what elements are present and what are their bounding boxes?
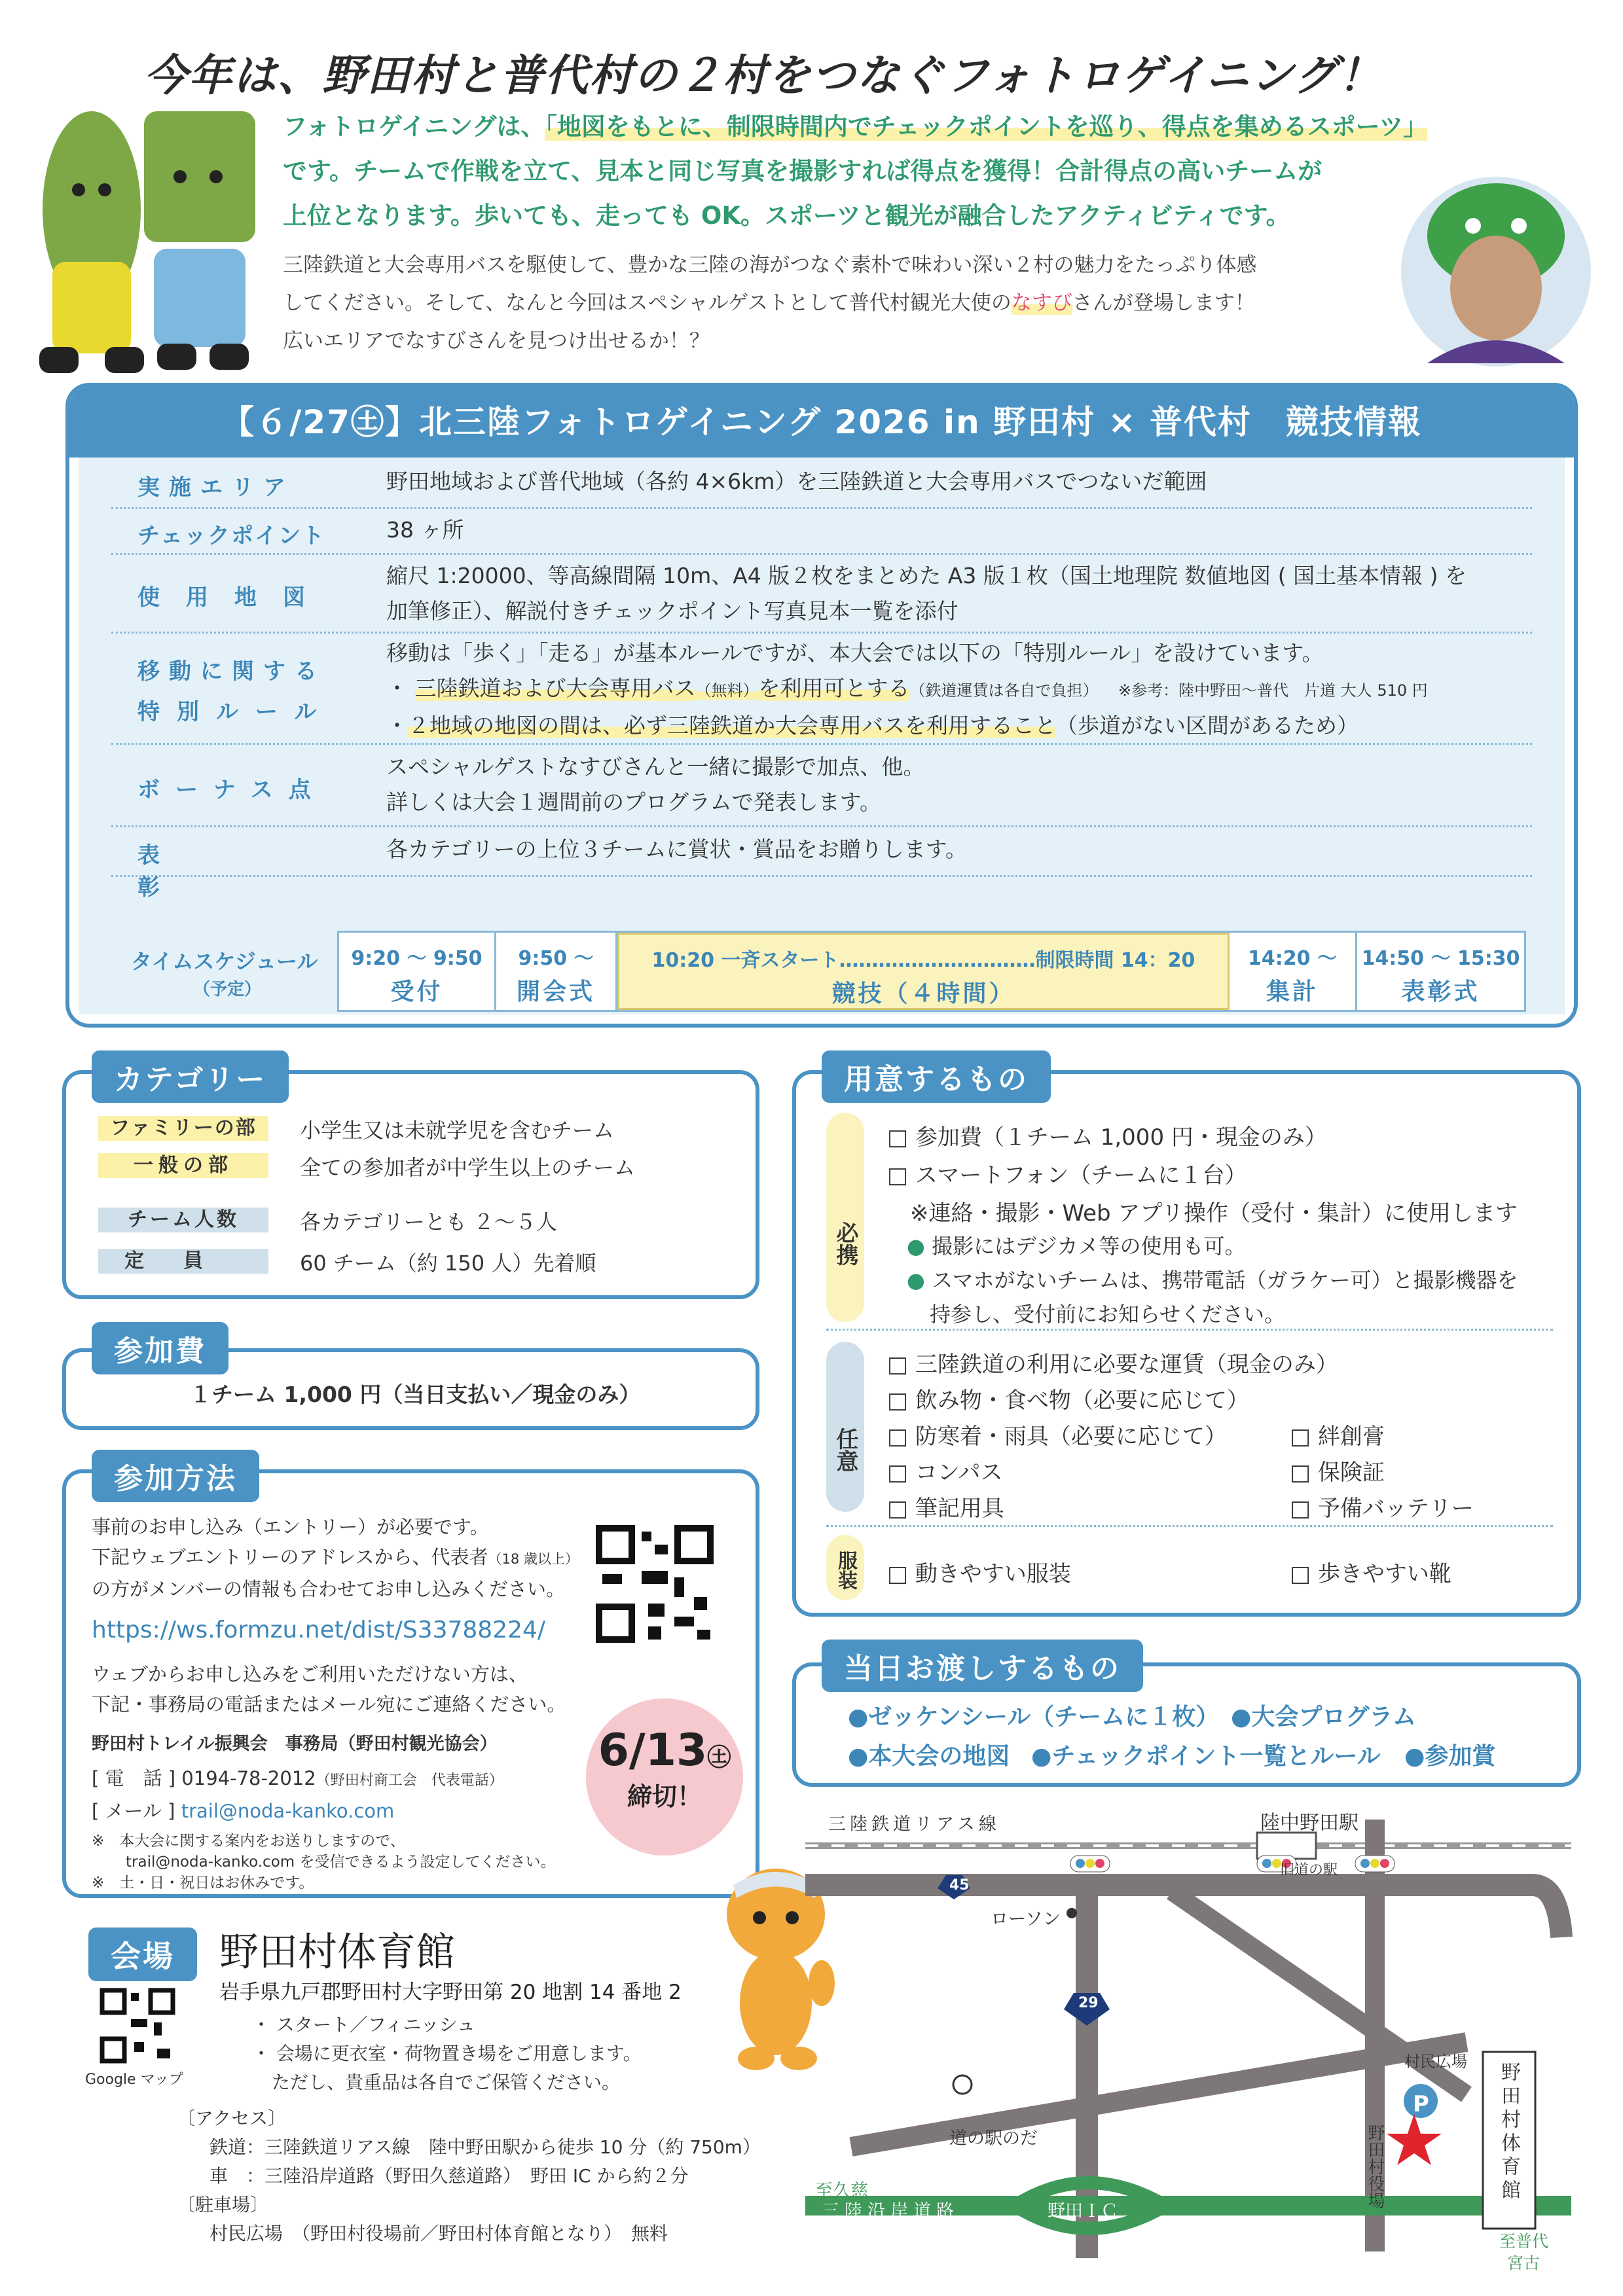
info-row-map <box>111 553 1532 634</box>
entry-mail: [ メール ] trail@noda-kanko.com <box>92 1800 395 1822</box>
intro-body-3: 広いエリアでなすびさんを見つけ出せるか！？ <box>283 329 710 353</box>
row-value: 38 ヶ所 <box>386 517 464 543</box>
fee-tag: 参加費 <box>92 1322 228 1374</box>
intro-body-1: 三陸鉄道と大会専用バスを駆使して、豊かな三陸の海がつなぐ素朴で味わい深い２村の魅力をたっぷり体感 <box>283 253 1257 277</box>
deadline-badge: 6/13㊏ 締切！ <box>586 1698 743 1856</box>
info-row-area <box>111 457 1532 509</box>
row-value-line: 加筆修正）、解説付きチェックポイント写真見本一覧を添付 <box>386 598 958 624</box>
optional-item: □ 保険証 <box>1290 1460 1385 1486</box>
row-value-line: 詳しくは大会１週間前のプログラムで発表します。 <box>386 789 882 815</box>
row-value: 各カテゴリーの上位３チームに賞状・賞品をお贈りします。 <box>386 836 968 862</box>
entry-url-link[interactable]: https://ws.formzu.net/dist/S33788224/ <box>92 1617 546 1643</box>
guest-portrait-image <box>1401 173 1591 370</box>
entry-org: 野田村トレイル振興会 事務局（野田村観光協会） <box>92 1734 498 1754</box>
required-note: ※連絡・撮影・Web アプリ操作（受付・集計）に使用します <box>910 1200 1518 1227</box>
clothes-item: □ 動きやすい服装 <box>887 1561 1071 1587</box>
bring-tag: 用意するもの <box>822 1050 1051 1103</box>
map-michinoeki-label: 道の駅のだ <box>949 2128 1038 2149</box>
optional-item: □ コンパス <box>887 1460 1003 1486</box>
row-value: 野田地域および普代地域（各約 4×6km）を三陸鉄道と大会専用バスでつないだ範囲 <box>386 469 1207 494</box>
schedule-cell: 14:20 〜 集計 <box>1230 933 1357 1010</box>
row-value-line: ・ 三陸鉄道および大会専用バス（無料）を利用可とする（鉄道運賃は各自で負担） ※参考：陸中野田〜普代 片道 大人 510 円 <box>386 675 1428 701</box>
map-to-fudai-label: 至普代 <box>1499 2232 1549 2251</box>
row-label: 表彰 <box>137 842 284 901</box>
entry-tel: [ 電 話 ] 0194-78-2012（野田村商工会 代表電話） <box>92 1767 503 1789</box>
category-label: 一般の部 <box>98 1153 268 1178</box>
row-value-line: 縮尺 1:20000、等高線間隔 10m、A4 版２枚をまとめた A3 版１枚（国土地理院 数値地図 ( 国土基本情報 ) を <box>386 563 1467 588</box>
row-label: 使用地図 <box>137 584 331 611</box>
schedule-note: （予定） <box>193 980 262 999</box>
optional-label: 任意 <box>826 1342 864 1512</box>
venue-map-qr-code[interactable] <box>98 1986 177 2065</box>
map-to-miyako-label: 宮古 <box>1507 2253 1541 2272</box>
intro-lead-1: フォトロゲイニングは、「地図をもとに、制限時間内でチェックポイントを巡り、得点を集めるスポーツ」 <box>283 113 1428 141</box>
info-row-bonus <box>111 743 1532 827</box>
station-marker <box>1257 1833 1316 1859</box>
map-station-label: 陸中野田駅 <box>1260 1812 1359 1835</box>
map-station-sub-label: 旧道の駅 <box>1280 1862 1338 1878</box>
info-row-awards <box>111 825 1532 901</box>
traffic-light-icon <box>1355 1856 1395 1872</box>
optional-item: □ 筆記用具 <box>887 1496 1004 1522</box>
map-field-label: 村民広場 <box>1404 2053 1467 2071</box>
page-title: 今年は、野田村と普代村の２村をつなぐフォトロゲイニング！ <box>144 50 1383 101</box>
divider <box>826 1525 1553 1527</box>
entry-mail-link[interactable]: trail@noda-kanko.com <box>181 1800 395 1822</box>
map-highway-label: 三陸沿岸道路 <box>822 2201 959 2221</box>
venue-qr-caption: Google マップ <box>85 2072 183 2088</box>
info-row-special-rules <box>111 632 1532 745</box>
required-bullets: ● 撮影にはデジカメ等の使用も可。 ● スマホがないチームは、携帯電話（ガラケー可）と撮影機器を 持参し、受付前にお知らせください。 <box>907 1234 1518 1327</box>
map-ic-label: 野田ＩＣ <box>1048 2201 1118 2221</box>
category-label: チーム人数 <box>98 1208 268 1232</box>
category-value: 全ての参加者が中学生以上のチーム <box>300 1155 636 1180</box>
intro-lead-3: 上位となります。歩いても、走っても OK。スポーツと観光が融合したアクティビティです。 <box>283 202 1290 230</box>
clothes-item: □ 歩きやすい靴 <box>1290 1561 1451 1587</box>
traffic-light-icon <box>1070 1856 1110 1872</box>
required-item: □ 参加費（１チーム 1,000 円・現金のみ） <box>887 1124 1327 1151</box>
category-value: 小学生又は未就学児を含むチーム <box>300 1118 615 1143</box>
mascot-characters-image <box>13 92 288 380</box>
divider <box>826 1329 1553 1331</box>
optional-item: □ 三陸鉄道の利用に必要な運賃（現金のみ） <box>887 1352 1338 1378</box>
handout-item: ●参加賞 <box>1404 1743 1496 1770</box>
handout-item: ●大会プログラム <box>1231 1704 1417 1731</box>
schedule-cell: 9:50 〜 開会式 <box>496 933 617 1010</box>
category-label: 定員 <box>98 1249 268 1274</box>
map-lawson-label: ローソン <box>991 1909 1061 1929</box>
venue-star-icon <box>1387 2114 1442 2165</box>
entry-alt-text: ウェブからお申し込みをご利用いただけない方は、 下記・事務局の電話またはメール宛にご連絡ください。 <box>92 1663 566 1715</box>
row-label: 特別ルール <box>137 699 334 725</box>
fee-text: １チーム 1,000 円（当日支払い／現金のみ） <box>190 1382 641 1407</box>
required-item: □ スマートフォン（チームに１台） <box>887 1162 1247 1189</box>
schedule-cell: 9:20 〜 9:50 受付 <box>339 933 496 1010</box>
handout-item: ●チェックポイント一覧とルール <box>1031 1743 1381 1770</box>
venue-access: 〔アクセス〕 鉄道：三陸鉄道リアス線 陸中野田駅から徒歩 10 分（約 750m） 車 ：三陸沿岸道路（野田久慈道路） 野田 IC から約２分 〔駐車場〕 村民広場 （野田村役場前／野田村体育館となり） 無料 <box>177 2108 761 2244</box>
schedule-cell-main: 10:20 一斉スタート…………………………制限時間 14：20 競技（４時間） <box>617 933 1230 1010</box>
optional-item: □ 予備バッテリー <box>1290 1496 1474 1522</box>
category-label: ファミリーの部 <box>98 1116 268 1141</box>
entry-tag: 参加方法 <box>92 1450 259 1502</box>
optional-item: □ 絆創膏 <box>1290 1424 1385 1450</box>
bring-panel <box>792 1070 1581 1617</box>
entry-qr-code[interactable] <box>589 1518 720 1649</box>
map-rail-label: 三陸鉄道リアス線 <box>828 1814 1000 1835</box>
row-label: 移動に関する <box>137 658 326 685</box>
intro-lead-2: です。チームで作戦を立て、見本と同じ写真を撮影すれば得点を獲得！合計得点の高いチームが <box>283 157 1322 185</box>
category-tag: カテゴリー <box>92 1050 289 1103</box>
optional-item: □ 防寒着・雨具（必要に応じて） <box>887 1424 1227 1450</box>
map-route45-label: 45 <box>949 1877 970 1893</box>
entry-notes: ※ 本大会に関する案内をお送りしますので、 trail@noda-kanko.com を受信できるよう設定してください。 ※ 土・日・祝日はお休みです。 <box>92 1833 556 1892</box>
required-label: 必携 <box>826 1113 864 1322</box>
venue-tag: 会場 <box>88 1928 197 1981</box>
intro-body-2: してください。そして、なんと今回はスペシャルゲストとして普代村観光大使のなすびさんが登場します！ <box>283 291 1255 315</box>
schedule-cell: 14:50 〜 15:30 表彰式 <box>1361 947 1520 1005</box>
venue-name: 野田村体育館 <box>219 1929 455 1975</box>
row-label: 実施エリア <box>137 475 295 501</box>
category-value: 各カテゴリーとも ２〜５人 <box>300 1210 557 1234</box>
map-gym-label: 野田村体育館 <box>1497 2062 1520 2203</box>
entry-text: 事前のお申し込み（エントリー）が必要です。 下記ウェブエントリーのアドレスから、代表者（18 歳以上） の方がメンバーの情報も合わせてお申し込みください。 <box>92 1516 579 1600</box>
handout-item: ●ゼッケンシール（チームに１枚） <box>848 1704 1220 1731</box>
row-value-line: 移動は「歩く」「走る」が基本ルールですが、本大会では以下の「特別ルール」を設けています。 <box>386 640 1324 666</box>
map-to-kuji-label: 至久慈 <box>815 2181 868 2201</box>
handout-tag: 当日お渡しするもの <box>822 1640 1143 1692</box>
venue-address: 岩手県九戸郡野田村大字野田第 20 地割 14 番地 2 <box>219 1981 682 2004</box>
clothes-label: 服装 <box>826 1535 864 1600</box>
row-label: ボーナス点 <box>137 777 327 803</box>
schedule-table <box>337 931 1526 1012</box>
info-row-checkpoints <box>111 507 1532 555</box>
competition-heading: 【６/27㊏】北三陸フォトロゲイニング 2026 in 野田村 × 普代村 競技情報 <box>69 387 1574 457</box>
optional-item: □ 飲み物・食べ物（必要に応じて） <box>887 1388 1249 1414</box>
row-value-line: ・２地域の地図の間は、必ず三陸鉄道か大会専用バスを利用すること（歩道がない区間があるため） <box>386 713 1359 738</box>
row-label: チェックポイント <box>137 523 325 549</box>
venue-notes: ・ スタート／フィニッシュ ・ 会場に更衣室・荷物置き場をご用意します。 ただし、貴重品は各自でご保管ください。 <box>252 2014 642 2093</box>
map-parking-label: P <box>1413 2091 1429 2117</box>
category-value: 60 チーム（約 150 人）先着順 <box>300 1251 596 1276</box>
map-route29-label: 29 <box>1078 1995 1099 2011</box>
gas-station-icon <box>953 2075 972 2094</box>
schedule-label: タイムスケジュール <box>131 949 318 974</box>
lawson-marker <box>1067 1908 1077 1918</box>
handout-item: ●本大会の地図 <box>848 1743 1010 1770</box>
map-office-label: 野田村役場 <box>1365 2124 1385 2209</box>
row-value-line: スペシャルゲストなすびさんと一緒に撮影で加点、他。 <box>386 754 925 780</box>
